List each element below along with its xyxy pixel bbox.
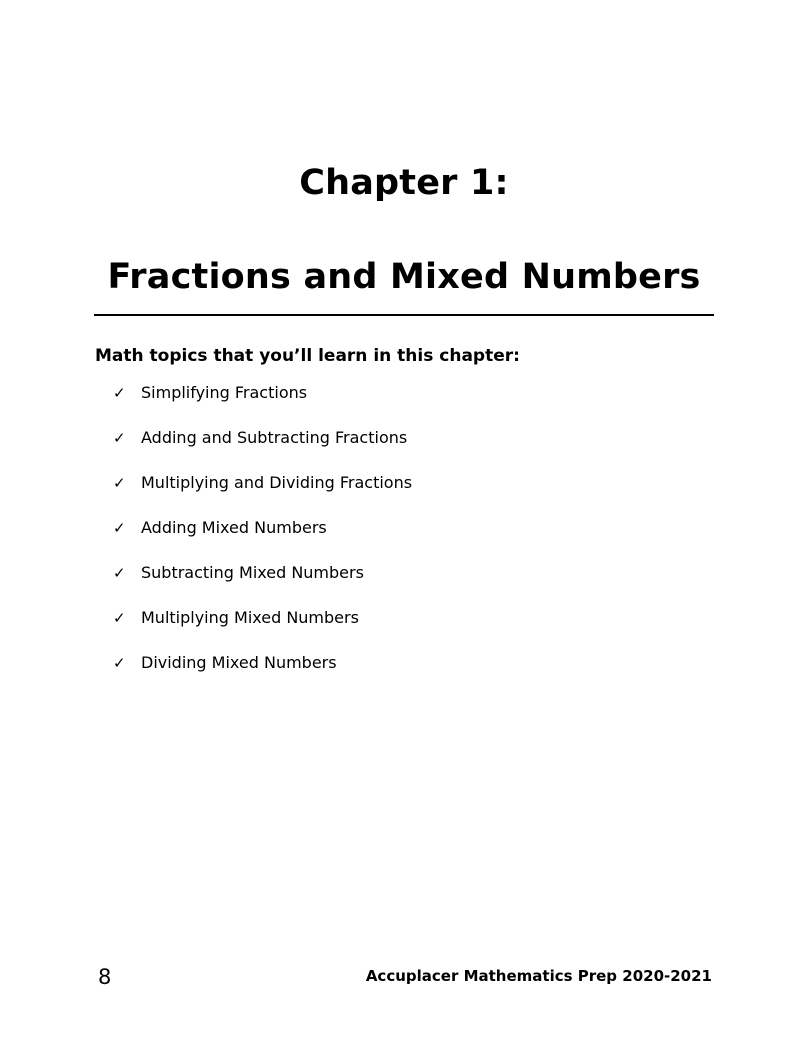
checkmark-icon: ✓ bbox=[113, 519, 126, 537]
checkmark-icon: ✓ bbox=[113, 474, 126, 492]
footer-title: Accuplacer Mathematics Prep 2020-2021 bbox=[365, 967, 712, 985]
list-item bbox=[113, 428, 713, 473]
chapter-intro-text: Math topics that you’ll learn in this chapter: bbox=[95, 346, 520, 366]
topic-label: Multiplying and Dividing Fractions bbox=[141, 473, 413, 492]
topic-list bbox=[113, 383, 713, 698]
checkmark-icon: ✓ bbox=[113, 429, 126, 447]
horizontal-divider bbox=[94, 314, 714, 316]
checkmark-icon: ✓ bbox=[113, 384, 126, 402]
checkmark-icon: ✓ bbox=[113, 564, 126, 582]
checkmark-icon: ✓ bbox=[113, 654, 126, 672]
list-item bbox=[113, 383, 713, 428]
page-number: 8 bbox=[98, 965, 112, 989]
topic-label: Simplifying Fractions bbox=[141, 383, 308, 402]
list-item bbox=[113, 563, 713, 608]
list-item bbox=[113, 473, 713, 518]
page-title: Chapter 1: bbox=[299, 163, 509, 204]
topic-label: Multiplying Mixed Numbers bbox=[141, 608, 359, 627]
topic-label: Subtracting Mixed Numbers bbox=[141, 563, 364, 582]
list-item bbox=[113, 608, 713, 653]
checkmark-icon: ✓ bbox=[113, 609, 126, 627]
list-item bbox=[113, 653, 713, 698]
page-subtitle: Fractions and Mixed Numbers bbox=[107, 257, 701, 298]
topic-label: Adding Mixed Numbers bbox=[141, 518, 327, 537]
topic-label: Adding and Subtracting Fractions bbox=[141, 428, 408, 447]
list-item bbox=[113, 518, 713, 563]
topic-label: Dividing Mixed Numbers bbox=[141, 653, 337, 672]
